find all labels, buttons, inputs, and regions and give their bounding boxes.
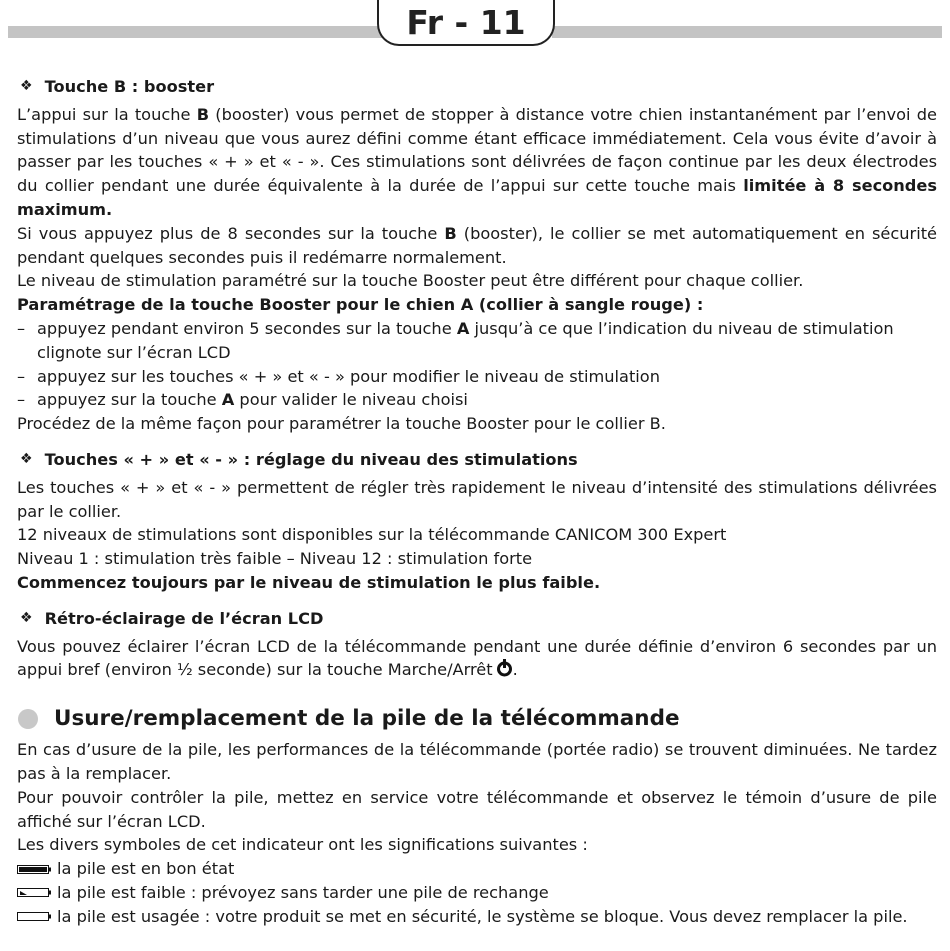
paragraph: Si vous appuyez plus de 8 secondes sur la touche B (booster), le collier se met automatiquement en sécurité pendant quelques secondes puis il redémarre normalement.	[17, 223, 937, 267]
list-item: – appuyez sur la touche A pour valider le niveau choisi	[17, 390, 468, 410]
header-rule-left	[8, 26, 386, 38]
diamond-bullet-icon: ❖	[20, 609, 33, 626]
paragraph: Pour pouvoir contrôler la pile, mettez en service votre télécommande et observez le témoin d’usure de pile affiché sur l’écran LCD.	[17, 787, 937, 831]
paragraph: L’appui sur la touche B (booster) vous permet de stopper à distance votre chien instantanément par l’envoi de stimulations d’un niveau que vous aurez défini comme étant efficace immédiatement. Cela vous évite d’avoir à passer par les touches « + » et « - ». Ces stimulations sont délivrées de façon continue par les deux électrodes du collier pendant une durée équivalente à la durée de l’appui sur cette touche mais limitée à 8 secondes maximum.	[17, 104, 938, 219]
paragraph: Le niveau de stimulation paramétré sur la touche Booster peut être différent pour chaque collier.	[17, 271, 804, 291]
header-rule-right	[552, 26, 942, 38]
paragraph: 12 niveaux de stimulations sont disponibles sur la télécommande CANICOM 300 Expert	[17, 525, 727, 545]
warning-text: Commencez toujours par le niveau de stimulation le plus faible.	[17, 572, 601, 592]
diamond-bullet-icon: ❖	[20, 450, 33, 467]
battery-low-icon	[17, 888, 51, 897]
page-content	[17, 75, 937, 929]
battery-state-row	[17, 881, 937, 905]
section-heading-levels	[17, 448, 937, 472]
section-title: Touches « + » et « - » : réglage du niveau des stimulations	[44, 449, 578, 469]
section-title: Usure/remplacement de la pile de la télécommande	[54, 706, 680, 732]
section-heading-booster	[17, 75, 937, 99]
section-title: Rétro-éclairage de l’écran LCD	[44, 608, 324, 628]
battery-full-icon	[17, 865, 51, 874]
paragraph: Procédez de la même façon pour paramétrer la touche Booster pour le collier B.	[17, 414, 666, 434]
paragraph: Les divers symboles de cet indicateur ont les significations suivantes :	[17, 835, 588, 855]
page-number-badge: Fr - 11	[377, 0, 555, 46]
section-heading-battery	[17, 704, 937, 734]
diamond-bullet-icon: ❖	[20, 78, 33, 94]
battery-state-row	[17, 857, 937, 881]
battery-empty-icon	[17, 912, 51, 921]
circle-bullet-icon	[18, 709, 38, 729]
section-title: Touche B : booster	[44, 77, 215, 96]
battery-state-label: la pile est en bon état	[57, 859, 235, 879]
list-item: – appuyez sur les touches « + » et « - » pour modifier le niveau de stimulation	[17, 366, 660, 386]
section-heading-backlight	[17, 607, 937, 631]
battery-state-label: la pile est faible : prévoyez sans tarder une pile de rechange	[57, 882, 549, 902]
subheading: Paramétrage de la touche Booster pour le chien A (collier à sangle rouge) :	[17, 295, 704, 315]
battery-state-label: la pile est usagée : votre produit se met en sécurité, le système se bloque. Vous devez remplacer la pile.	[57, 906, 908, 926]
list-item: – appuyez pendant environ 5 secondes sur la touche A jusqu’à ce que l’indication du niveau de stimulation clignote sur l’écran LCD	[17, 318, 894, 362]
battery-state-row	[17, 905, 937, 929]
paragraph: En cas d’usure de la pile, les performances de la télécommande (portée radio) se trouvent diminuées. Ne tardez pas à la remplacer.	[17, 740, 937, 783]
power-icon	[496, 659, 513, 684]
paragraph: Les touches « + » et « - » permettent de régler très rapidement le niveau d’intensité des stimulations délivrées par le collier.	[17, 477, 937, 521]
paragraph: Niveau 1 : stimulation très faible – Niveau 12 : stimulation forte	[17, 549, 533, 569]
paragraph: Vous pouvez éclairer l’écran LCD de la télécommande pendant une durée définie d’environ 6 secondes par un appui bref (environ ½ seconde) sur la touche Marche/Arrêt .	[17, 635, 937, 685]
